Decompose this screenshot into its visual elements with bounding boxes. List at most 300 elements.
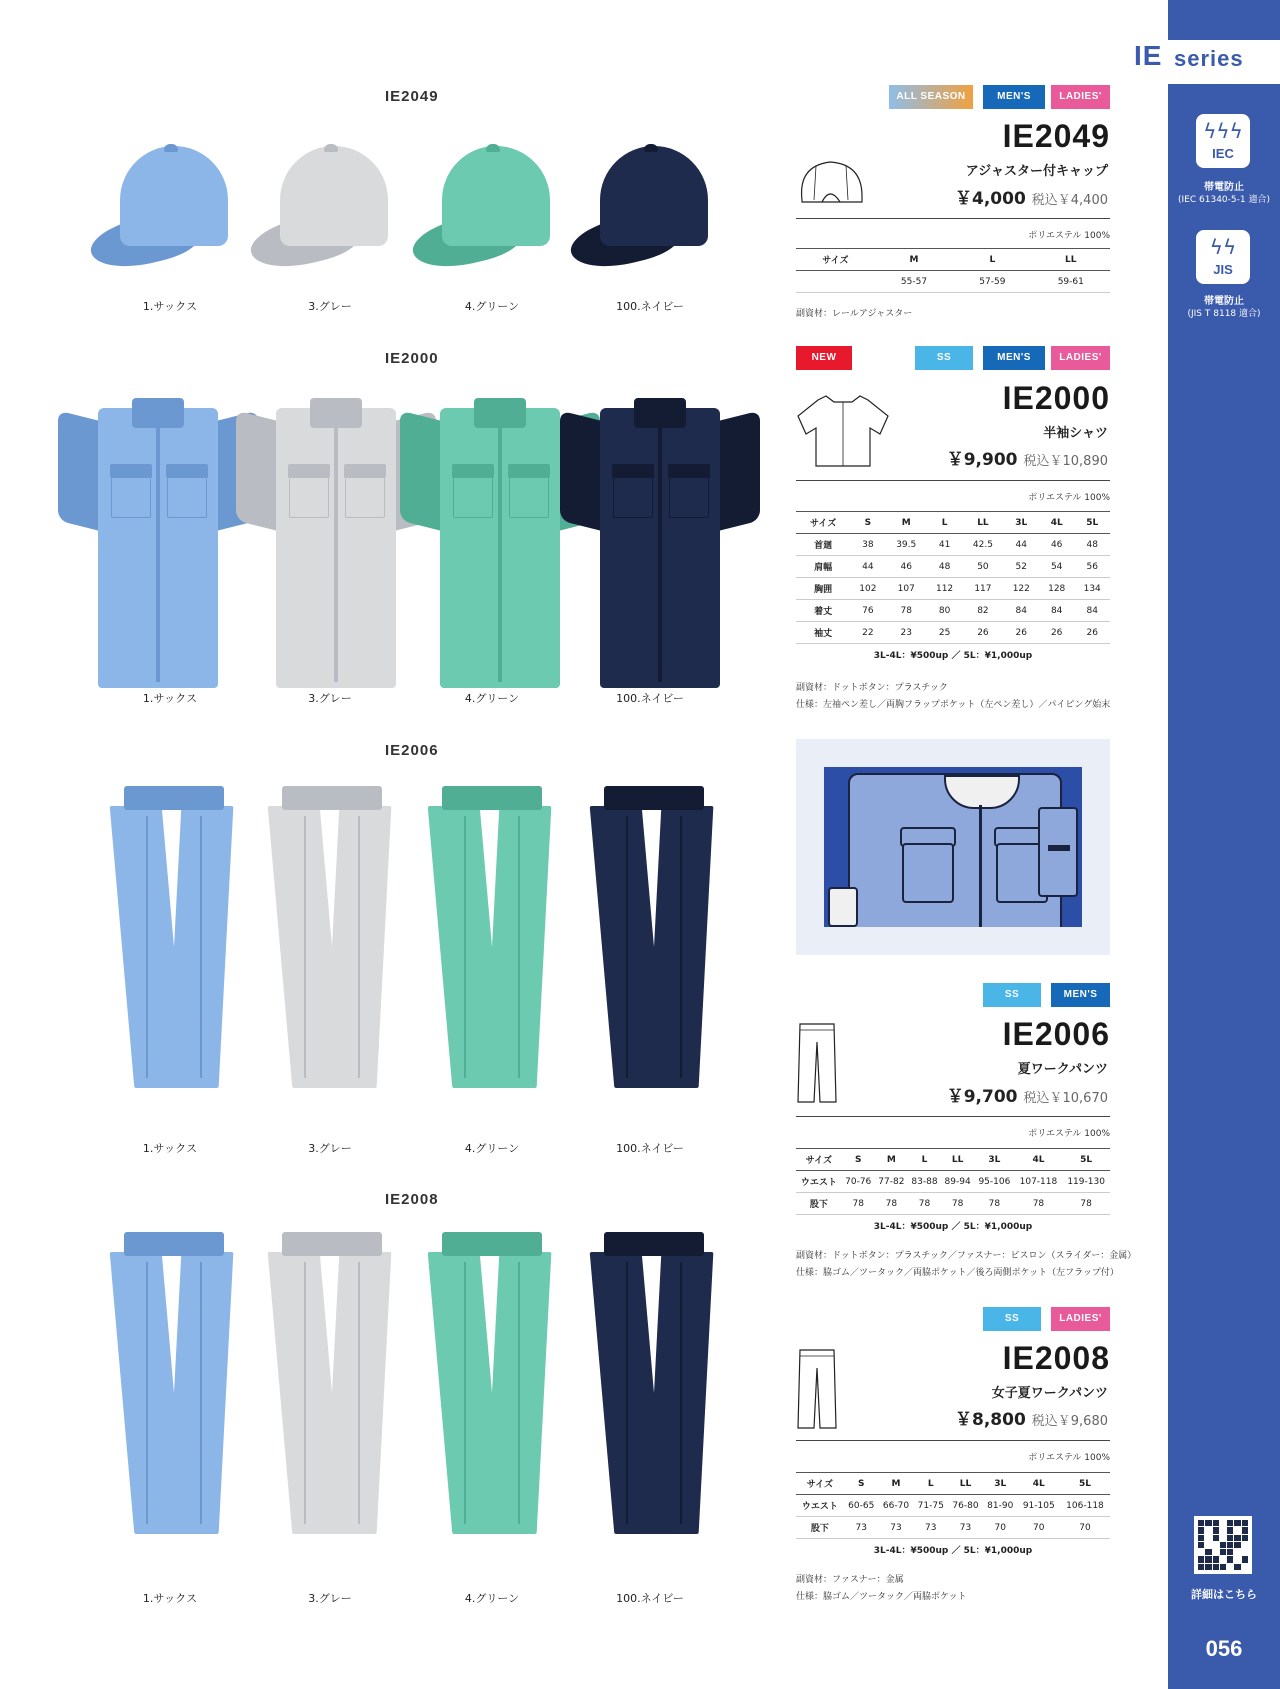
qr-module xyxy=(1227,1527,1233,1533)
size-header-cell: L xyxy=(908,1149,941,1171)
pants-ie2008-crease xyxy=(464,1262,466,1524)
jis-badge xyxy=(1196,230,1250,284)
detail-frame xyxy=(824,767,1082,927)
product-name-ie2006: 夏ワークパンツ xyxy=(1017,1062,1108,1077)
qr-module xyxy=(1227,1535,1233,1541)
pants-ie2008-crease xyxy=(146,1262,148,1524)
pants-ie2008-photo[interactable] xyxy=(432,1232,552,1537)
page-number: 056 xyxy=(1205,1636,1243,1661)
size-header-cell: サイズ xyxy=(796,249,875,271)
qr-module xyxy=(1198,1564,1204,1570)
pants-ie2006-photo[interactable] xyxy=(272,786,392,1091)
size-cell: 70 xyxy=(1018,1517,1060,1539)
notes-ie2008 xyxy=(796,1572,967,1606)
iec-code: IEC xyxy=(1212,146,1234,161)
rule xyxy=(796,1440,1110,1441)
pants-ie2008-color-label: 100.ネイビー xyxy=(616,1592,684,1605)
shirt-color-label: 4.グリーン xyxy=(464,692,520,705)
size-row xyxy=(796,1495,1110,1517)
product-code-ie2049: IE2049 xyxy=(1002,118,1110,154)
season-badge: MEN'S xyxy=(983,346,1045,370)
product-name-ie2000: 半袖シャツ xyxy=(1043,426,1108,441)
price-tax: 税込￥10,670 xyxy=(1023,1091,1108,1106)
price-value: ￥9,700 xyxy=(946,1087,1018,1107)
qr-module xyxy=(1234,1556,1240,1562)
qr-module xyxy=(1198,1549,1204,1555)
qr-module xyxy=(1220,1542,1226,1548)
cap-photo[interactable] xyxy=(570,136,730,286)
shirt-pocket-flap xyxy=(344,464,386,478)
qr-module xyxy=(1198,1535,1204,1541)
size-cell: 73 xyxy=(948,1517,983,1539)
shirt-placket xyxy=(658,424,662,682)
season-badge: NEW xyxy=(796,346,852,370)
size-header-cell: S xyxy=(850,512,885,534)
size-cell: 70 xyxy=(1060,1517,1110,1539)
size-cell: 84 xyxy=(1004,600,1039,622)
qr-module xyxy=(1213,1527,1219,1533)
size-cell: 26 xyxy=(1039,622,1074,644)
size-cell: 81-90 xyxy=(983,1495,1018,1517)
size-cell: 89-94 xyxy=(941,1171,974,1193)
cap-button xyxy=(486,144,500,152)
qr-module xyxy=(1234,1527,1240,1533)
size-note-row xyxy=(796,1215,1110,1237)
size-cell: 25 xyxy=(927,622,962,644)
size-cell: 首廻 xyxy=(796,534,850,556)
pants-ie2006-crease xyxy=(626,816,628,1078)
shirt-placket xyxy=(334,424,338,682)
size-header-cell: LL xyxy=(1032,249,1110,271)
size-header-cell: サイズ xyxy=(796,512,850,534)
size-header-row xyxy=(796,1473,1110,1495)
size-cell: 55-57 xyxy=(875,271,953,293)
size-cell: 着丈 xyxy=(796,600,850,622)
shirt-pocket-flap xyxy=(166,464,208,478)
qr-module xyxy=(1198,1520,1204,1526)
shirt-pocket-flap xyxy=(668,464,710,478)
size-cell: 122 xyxy=(1004,578,1039,600)
iec-sub: (IEC 61340-5-1 適合) xyxy=(1178,195,1270,205)
pants-sketch-icon xyxy=(796,1346,838,1430)
qr-module xyxy=(1242,1564,1248,1570)
qr-module xyxy=(1234,1535,1240,1541)
qr-module xyxy=(1205,1527,1211,1533)
price-tax: 税込￥4,400 xyxy=(1031,193,1108,208)
price-value: ￥9,900 xyxy=(946,450,1018,470)
size-note: 3L-4L：¥500up ／ 5L：¥1,000up xyxy=(873,651,1033,662)
qr-module xyxy=(1242,1535,1248,1541)
shirt-color-label: 100.ネイビー xyxy=(616,692,684,705)
qr-module xyxy=(1234,1564,1240,1570)
cap-crown xyxy=(600,146,708,246)
qr-label[interactable]: 詳細はこちら xyxy=(1191,1588,1257,1601)
size-row xyxy=(796,1171,1110,1193)
price-tax: 税込￥9,680 xyxy=(1031,1414,1108,1429)
rule xyxy=(796,218,1110,219)
material-ie2006: ポリエステル 100% xyxy=(1028,1129,1110,1139)
shirt-color-label: 3.グレー xyxy=(308,692,352,705)
qr-module xyxy=(1220,1549,1226,1555)
size-cell: 78 xyxy=(941,1193,974,1215)
material-ie2049: ポリエステル 100% xyxy=(1028,231,1110,241)
spec-note-line: 仕様：脇ゴム／ツータック／両脇ポケット xyxy=(796,1592,967,1602)
season-badge: SS xyxy=(983,1307,1041,1331)
qr-module xyxy=(1227,1549,1233,1555)
qr-module xyxy=(1242,1556,1248,1562)
shirt-pocket-flap xyxy=(452,464,494,478)
rule xyxy=(796,480,1110,481)
size-cell: 76-80 xyxy=(948,1495,983,1517)
qr-module xyxy=(1198,1527,1204,1533)
qr-module xyxy=(1198,1556,1204,1562)
price-value: ￥8,800 xyxy=(955,1410,1026,1430)
size-note: 3L-4L：¥500up ／ 5L：¥1,000up xyxy=(873,1222,1033,1233)
size-header-cell: 3L xyxy=(974,1149,1014,1171)
qr-module xyxy=(1242,1542,1248,1548)
material-ie2000: ポリエステル 100% xyxy=(1028,493,1110,503)
pants-ie2008-crease xyxy=(680,1262,682,1524)
qr-module xyxy=(1213,1564,1219,1570)
size-row xyxy=(796,271,1110,293)
detail-pocket xyxy=(902,843,954,903)
size-cell: 46 xyxy=(1039,534,1074,556)
shirt-placket xyxy=(156,424,160,682)
notes-ie2006 xyxy=(796,1248,1136,1282)
product-price-ie2049 xyxy=(955,184,1108,209)
cap-photo[interactable] xyxy=(250,136,410,286)
qr-module xyxy=(1227,1564,1233,1570)
size-header-cell: 5L xyxy=(1060,1473,1110,1495)
cap-color-label: 1.サックス xyxy=(142,300,198,313)
size-cell: 128 xyxy=(1039,578,1074,600)
cap-sketch-icon xyxy=(796,156,866,208)
size-table-ie2049 xyxy=(796,248,1110,293)
season-badge: SS xyxy=(915,346,973,370)
spec-note-line: 仕様：脇ゴム／ツータック／両脇ポケット／後ろ両側ポケット（左フラップ付） xyxy=(796,1268,1119,1278)
notes-ie2049 xyxy=(796,306,912,323)
size-cell: 134 xyxy=(1074,578,1110,600)
cap-crown xyxy=(442,146,550,246)
detail-sleeve xyxy=(1038,807,1078,897)
season-badge: LADIES' xyxy=(1051,346,1110,370)
pants-ie2008-color-label: 1.サックス xyxy=(142,1592,198,1605)
series-code: IE xyxy=(1134,40,1163,71)
pants-ie2008-photo[interactable] xyxy=(114,1232,234,1537)
size-header-row xyxy=(796,249,1110,271)
qr-module xyxy=(1205,1520,1211,1526)
cap-button xyxy=(324,144,338,152)
detail-shirt xyxy=(848,773,1062,927)
qr-module xyxy=(1205,1564,1211,1570)
size-header-cell: 5L xyxy=(1074,512,1110,534)
size-cell: ウエスト xyxy=(796,1171,842,1193)
pants-ie2008-crease xyxy=(626,1262,628,1524)
qr-module xyxy=(1213,1556,1219,1562)
size-cell: 57-59 xyxy=(953,271,1031,293)
size-header-cell: L xyxy=(953,249,1031,271)
size-cell: 46 xyxy=(886,556,927,578)
detail-placket xyxy=(979,805,982,927)
season-badge: MEN'S xyxy=(983,85,1045,109)
lightning-icon: ϟϟϟ xyxy=(1203,119,1243,143)
size-cell: 60-65 xyxy=(844,1495,879,1517)
size-header-cell: 4L xyxy=(1015,1149,1063,1171)
qr-module xyxy=(1234,1549,1240,1555)
size-cell: 106-118 xyxy=(1060,1495,1110,1517)
size-note-row xyxy=(796,644,1110,666)
cap-button xyxy=(644,144,658,152)
iec-name: 帯電防止 xyxy=(1204,182,1244,193)
size-header-cell: L xyxy=(913,1473,948,1495)
qr-module xyxy=(1234,1520,1240,1526)
qr-module xyxy=(1205,1549,1211,1555)
size-cell: 66-70 xyxy=(879,1495,914,1517)
cap-photo[interactable] xyxy=(412,136,572,286)
size-cell: 107 xyxy=(886,578,927,600)
spec-note-line: 副資材：ドットボタン：プラスチック xyxy=(796,683,948,693)
shirt-color-label: 1.サックス xyxy=(142,692,198,705)
size-cell: 56 xyxy=(1074,556,1110,578)
pants-ie2006-crease xyxy=(518,816,520,1078)
qr-module xyxy=(1220,1535,1226,1541)
size-cell: 73 xyxy=(844,1517,879,1539)
size-table-ie2000 xyxy=(796,511,1110,666)
size-cell: 82 xyxy=(962,600,1003,622)
size-cell: 胸囲 xyxy=(796,578,850,600)
qr-module xyxy=(1198,1542,1204,1548)
size-table-ie2006 xyxy=(796,1148,1110,1237)
product-price-ie2008 xyxy=(955,1405,1108,1430)
season-badge: ALL SEASON xyxy=(889,85,973,109)
size-header-cell: サイズ xyxy=(796,1473,844,1495)
season-badge: SS xyxy=(983,983,1041,1007)
notes-ie2000 xyxy=(796,680,1110,714)
pants-ie2006-crease xyxy=(358,816,360,1078)
size-cell: 80 xyxy=(927,600,962,622)
size-cell: 76 xyxy=(850,600,885,622)
size-header-cell: M xyxy=(879,1473,914,1495)
series-word: series xyxy=(1174,46,1244,71)
size-header-row xyxy=(796,1149,1110,1171)
size-note: 3L-4L：¥500up ／ 5L：¥1,000up xyxy=(873,1546,1033,1557)
spec-note-line: 副資材：レールアジャスター xyxy=(796,309,913,319)
size-header-cell: LL xyxy=(962,512,1003,534)
qr-module xyxy=(1205,1535,1211,1541)
shirt-pocket-flap xyxy=(612,464,654,478)
shirt-photo[interactable] xyxy=(58,388,258,693)
size-cell: 95-106 xyxy=(974,1171,1014,1193)
price-value: ￥4,000 xyxy=(955,189,1026,209)
qr-module xyxy=(1242,1549,1248,1555)
size-cell: 股下 xyxy=(796,1193,842,1215)
size-cell: 48 xyxy=(927,556,962,578)
qr-module xyxy=(1205,1556,1211,1562)
size-header-cell: M xyxy=(886,512,927,534)
size-cell: 52 xyxy=(1004,556,1039,578)
product-name-ie2049: アジャスター付キャップ xyxy=(965,164,1108,179)
pants-ie2008-color-label: 3.グレー xyxy=(308,1592,352,1605)
product-code-ie2000: IE2000 xyxy=(1002,380,1110,416)
qr-module xyxy=(1227,1556,1233,1562)
size-row xyxy=(796,578,1110,600)
size-cell: 22 xyxy=(850,622,885,644)
size-cell: 54 xyxy=(1039,556,1074,578)
pants-ie2008-waistband xyxy=(282,1232,382,1256)
shirt-pocket-flap xyxy=(508,464,550,478)
size-header-cell: M xyxy=(875,249,953,271)
price-tax: 税込￥10,890 xyxy=(1023,454,1108,469)
size-row xyxy=(796,1517,1110,1539)
pants-ie2006-color-label: 4.グリーン xyxy=(464,1142,520,1155)
spec-note-line: 副資材：ファスナー：金属 xyxy=(796,1575,904,1585)
size-cell: 50 xyxy=(962,556,1003,578)
pants-ie2006-color-label: 1.サックス xyxy=(142,1142,198,1155)
size-cell: 肩幅 xyxy=(796,556,850,578)
qr-module xyxy=(1242,1520,1248,1526)
size-cell: 42.5 xyxy=(962,534,1003,556)
pants-ie2006-photo[interactable] xyxy=(432,786,552,1091)
material-ie2008: ポリエステル 100% xyxy=(1028,1453,1110,1463)
section-code-ie2008: IE2008 xyxy=(385,1191,439,1208)
pants-ie2006-crease xyxy=(304,816,306,1078)
cap-color-label: 3.グレー xyxy=(308,300,352,313)
product-code-ie2006: IE2006 xyxy=(1002,1016,1110,1052)
size-cell: 84 xyxy=(1039,600,1074,622)
qr-module xyxy=(1213,1520,1219,1526)
season-badge: LADIES' xyxy=(1051,1307,1110,1331)
size-header-row xyxy=(796,512,1110,534)
pants-ie2008-waistband xyxy=(442,1232,542,1256)
size-cell: 41 xyxy=(927,534,962,556)
qr-code[interactable] xyxy=(1194,1516,1252,1574)
shirt-placket xyxy=(498,424,502,682)
size-header-cell: サイズ xyxy=(796,1149,842,1171)
qr-module xyxy=(1205,1542,1211,1548)
detail-illustration xyxy=(796,739,1110,955)
season-badge: MEN'S xyxy=(1051,983,1110,1007)
size-cell: 39.5 xyxy=(886,534,927,556)
shirt-photo[interactable] xyxy=(560,388,760,693)
lightning-icon: ϟϟ xyxy=(1209,235,1237,259)
size-header-cell: 3L xyxy=(1004,512,1039,534)
cap-crown xyxy=(280,146,388,246)
size-row xyxy=(796,534,1110,556)
pants-ie2006-crease xyxy=(464,816,466,1078)
size-cell: 70 xyxy=(983,1517,1018,1539)
pants-ie2006-waistband xyxy=(604,786,704,810)
size-cell: 78 xyxy=(875,1193,908,1215)
shirt-pocket-flap xyxy=(110,464,152,478)
size-header-cell: LL xyxy=(948,1473,983,1495)
qr-module xyxy=(1234,1542,1240,1548)
detail-collar xyxy=(944,775,1020,809)
size-cell: 袖丈 xyxy=(796,622,850,644)
size-cell: 78 xyxy=(1015,1193,1063,1215)
size-cell: 78 xyxy=(908,1193,941,1215)
size-cell: 91-105 xyxy=(1018,1495,1060,1517)
cap-crown xyxy=(120,146,228,246)
detail-arm xyxy=(828,887,858,927)
pants-ie2008-crease xyxy=(518,1262,520,1524)
size-row xyxy=(796,622,1110,644)
size-header-cell: M xyxy=(875,1149,908,1171)
pants-ie2006-crease xyxy=(200,816,202,1078)
product-code-ie2008: IE2008 xyxy=(1002,1340,1110,1376)
size-cell: 78 xyxy=(842,1193,875,1215)
size-cell: 73 xyxy=(879,1517,914,1539)
size-cell: 83-88 xyxy=(908,1171,941,1193)
pants-ie2008-crease xyxy=(358,1262,360,1524)
size-header-cell: 5L xyxy=(1062,1149,1110,1171)
cap-photo[interactable] xyxy=(90,136,250,286)
product-price-ie2006 xyxy=(947,1082,1108,1107)
pants-ie2006-color-label: 100.ネイビー xyxy=(616,1142,684,1155)
size-header-cell: S xyxy=(842,1149,875,1171)
size-cell: 119-130 xyxy=(1062,1171,1110,1193)
size-cell: 44 xyxy=(850,556,885,578)
size-header-cell: 4L xyxy=(1039,512,1074,534)
size-cell: 78 xyxy=(886,600,927,622)
size-table-ie2008 xyxy=(796,1472,1110,1561)
pants-ie2008-photo[interactable] xyxy=(594,1232,714,1537)
pants-ie2006-photo[interactable] xyxy=(114,786,234,1091)
size-cell: 102 xyxy=(850,578,885,600)
shirt-sketch-icon xyxy=(796,390,890,470)
size-header-cell: 4L xyxy=(1018,1473,1060,1495)
season-badge: LADIES' xyxy=(1051,85,1110,109)
size-cell: 78 xyxy=(1062,1193,1110,1215)
qr-module xyxy=(1213,1549,1219,1555)
pants-ie2006-waistband xyxy=(442,786,542,810)
pants-ie2006-photo[interactable] xyxy=(594,786,714,1091)
qr-module xyxy=(1220,1520,1226,1526)
pants-ie2008-waistband xyxy=(604,1232,704,1256)
qr-module xyxy=(1220,1564,1226,1570)
size-cell: 71-75 xyxy=(913,1495,948,1517)
size-cell: 59-61 xyxy=(1032,271,1110,293)
spec-note-line: 副資材：ドットボタン：プラスチック／ファスナー：ビスロン（スライダー：金属） xyxy=(796,1251,1137,1261)
size-cell: 70-76 xyxy=(842,1171,875,1193)
size-cell: 26 xyxy=(1074,622,1110,644)
size-cell: 107-118 xyxy=(1015,1171,1063,1193)
qr-module xyxy=(1213,1542,1219,1548)
qr-module xyxy=(1227,1520,1233,1526)
cap-color-label: 4.グリーン xyxy=(464,300,520,313)
size-note-row xyxy=(796,1539,1110,1561)
pants-ie2008-photo[interactable] xyxy=(272,1232,392,1537)
size-cell: 117 xyxy=(962,578,1003,600)
rule xyxy=(796,1116,1110,1117)
size-header-cell: 3L xyxy=(983,1473,1018,1495)
size-cell: 73 xyxy=(913,1517,948,1539)
product-name-ie2008: 女子夏ワークパンツ xyxy=(991,1386,1108,1401)
pants-sketch-icon xyxy=(796,1020,838,1104)
pants-ie2008-color-label: 4.グリーン xyxy=(464,1592,520,1605)
size-cell: 84 xyxy=(1074,600,1110,622)
pants-ie2008-crease xyxy=(200,1262,202,1524)
shirt-pocket-flap xyxy=(288,464,330,478)
size-row xyxy=(796,600,1110,622)
size-header-cell: S xyxy=(844,1473,879,1495)
qr-module xyxy=(1213,1535,1219,1541)
size-cell: 38 xyxy=(850,534,885,556)
size-cell: 48 xyxy=(1074,534,1110,556)
size-header-cell: L xyxy=(927,512,962,534)
size-cell: 77-82 xyxy=(875,1171,908,1193)
size-header-cell: LL xyxy=(941,1149,974,1171)
spec-note-line: 仕様：左袖ペン差し／両胸フラップポケット（左ペン差し）／パイピング始末 xyxy=(796,700,1111,710)
